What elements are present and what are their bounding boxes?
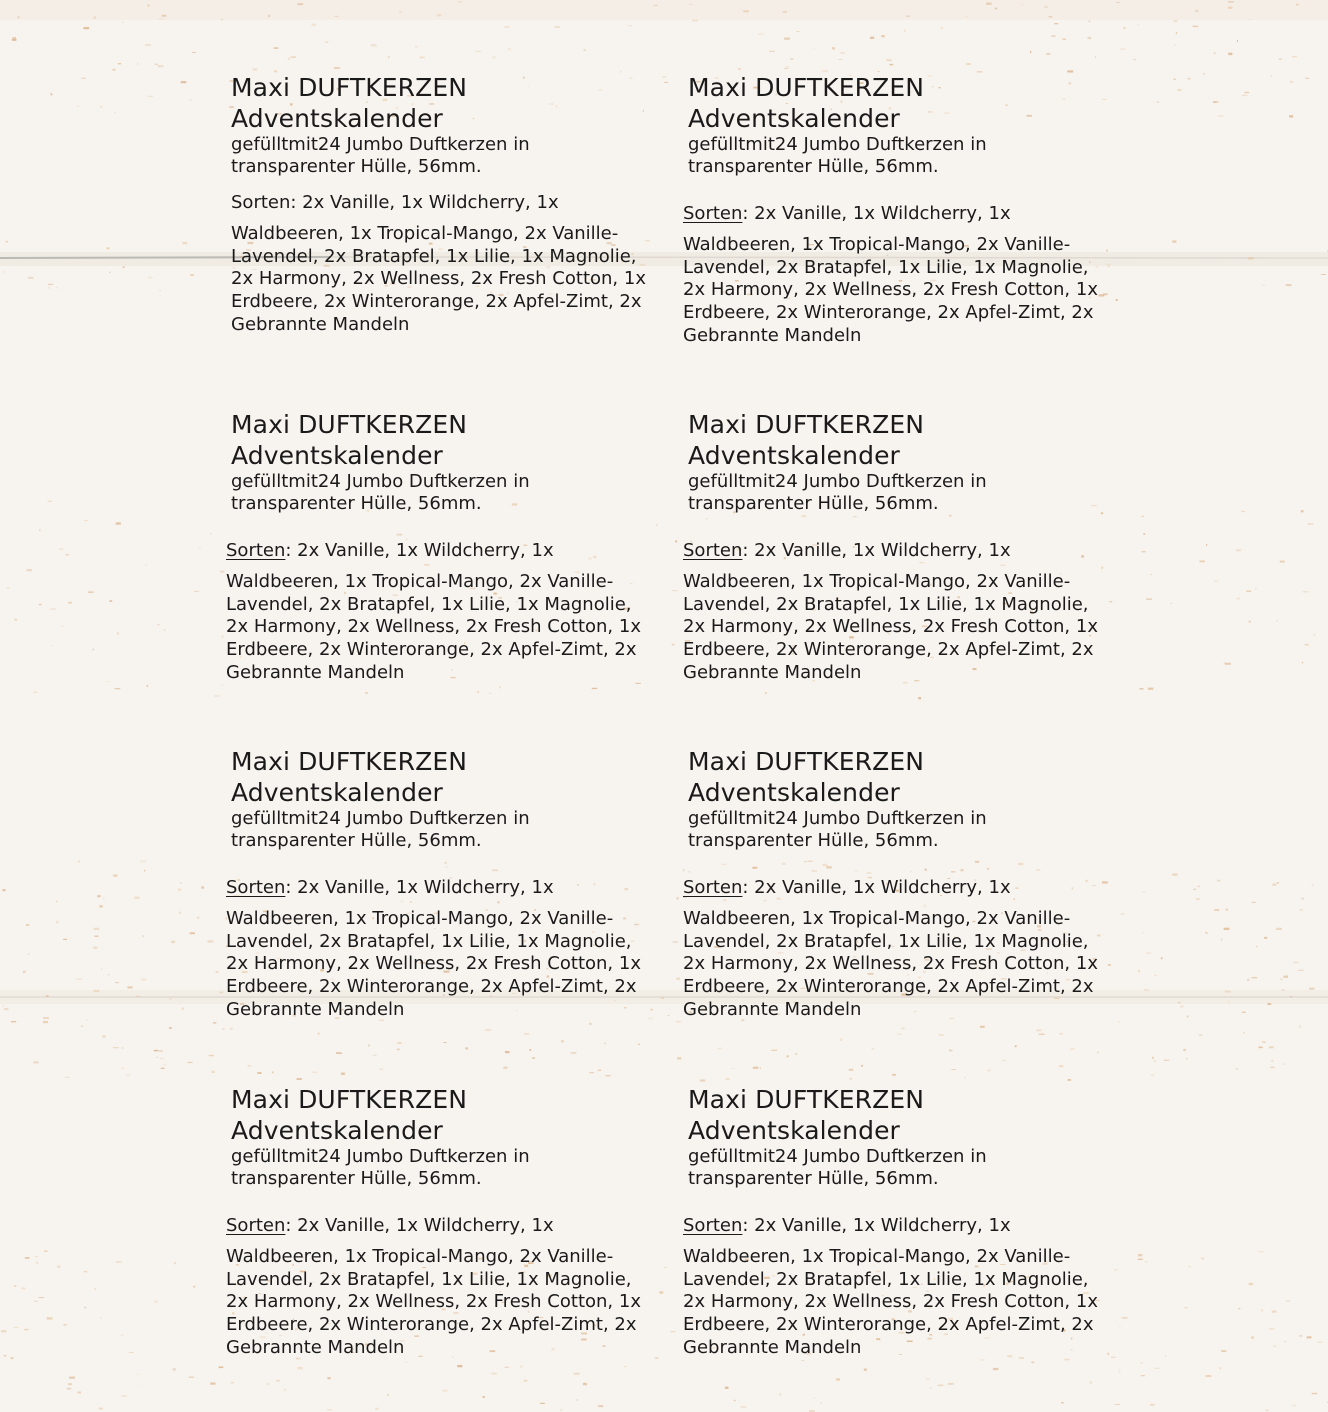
sorten-list: Waldbeeren, 1x Tropical-Mango, 2x Vanille-Lavendel, 2x Bratapfel, 1x Lilie, 1x Magnolie, 2x Harmony, 2x Wellness, 2x Fresh Cotton, 1x Erdbeere, 2x Winterorange, 2x Apfel-Zimt, 2x Gebrannte Mandeln — [226, 1245, 641, 1358]
sorten-first-line: : 2x Vanille, 1x Wildcherry, 1x — [285, 1215, 554, 1236]
label-title-line-1: Maxi DUFTKERZEN — [231, 73, 468, 102]
label-sorten — [683, 877, 1113, 1022]
sorten-list: Waldbeeren, 1x Tropical-Mango, 2x Vanille-Lavendel, 2x Bratapfel, 1x Lilie, 1x Magnolie, 2x Harmony, 2x Wellness, 2x Fresh Cotton, 1x Erdbeere, 2x Winterorange, 2x Apfel-Zimt, 2x Gebrannte Mandeln — [226, 907, 641, 1020]
label-title-line-1: Maxi DUFTKERZEN — [231, 1085, 468, 1114]
label-title-line-2: Adventskalender — [231, 104, 443, 133]
label-sorten — [231, 192, 661, 337]
label-title-line-2: Adventskalender — [688, 778, 900, 807]
label-4 — [683, 409, 1128, 685]
label-2 — [683, 72, 1128, 348]
sorten-key: Sorten — [226, 1215, 286, 1236]
label-sorten — [683, 1215, 1113, 1360]
label-6 — [683, 746, 1128, 1022]
sorten-first-line: : 2x Vanille, 1x Wildcherry, 1x — [285, 540, 554, 561]
label-title-line-1: Maxi DUFTKERZEN — [688, 1085, 925, 1114]
sorten-key: Sorten — [683, 877, 743, 898]
label-title-line-2: Adventskalender — [688, 441, 900, 470]
label-sorten — [226, 540, 656, 685]
label-title-line-1: Maxi DUFTKERZEN — [231, 747, 468, 776]
sorten-key: Sorten — [683, 1215, 743, 1236]
sorten-key: Sorten — [683, 203, 743, 224]
sorten-first-line: : 2x Vanille, 1x Wildcherry, 1x — [742, 540, 1011, 561]
label-title-line-2: Adventskalender — [688, 104, 900, 133]
sorten-first-line: : 2x Vanille, 1x Wildcherry, 1x — [290, 192, 559, 213]
label-title-line-2: Adventskalender — [231, 1116, 443, 1145]
label-description: gefülltmit24 Jumbo Duftkerzen in transparenter Hülle, 56mm. — [688, 134, 987, 177]
label-8 — [683, 1084, 1128, 1360]
label-description: gefülltmit24 Jumbo Duftkerzen in transparenter Hülle, 56mm. — [231, 134, 530, 177]
sorten-first-line: : 2x Vanille, 1x Wildcherry, 1x — [285, 877, 554, 898]
sorten-key: Sorten — [683, 540, 743, 561]
label-title-line-1: Maxi DUFTKERZEN — [688, 410, 925, 439]
sorten-key: Sorten — [231, 192, 291, 213]
label-sorten — [226, 877, 656, 1022]
sorten-list: Waldbeeren, 1x Tropical-Mango, 2x Vanille-Lavendel, 2x Bratapfel, 1x Lilie, 1x Magnolie, 2x Harmony, 2x Wellness, 2x Fresh Cotton, 1x Erdbeere, 2x Winterorange, 2x Apfel-Zimt, 2x Gebrannte Mandeln — [226, 570, 641, 683]
sorten-list: Waldbeeren, 1x Tropical-Mango, 2x Vanille-Lavendel, 2x Bratapfel, 1x Lilie, 1x Magnolie, 2x Harmony, 2x Wellness, 2x Fresh Cotton, 1x Erdbeere, 2x Winterorange, 2x Apfel-Zimt, 2x Gebrannte Mandeln — [683, 1245, 1098, 1358]
label-title-line-1: Maxi DUFTKERZEN — [688, 73, 925, 102]
label-7 — [226, 1084, 671, 1360]
sorten-list: Waldbeeren, 1x Tropical-Mango, 2x Vanille-Lavendel, 2x Bratapfel, 1x Lilie, 1x Magnolie, 2x Harmony, 2x Wellness, 2x Fresh Cotton, 1x Erdbeere, 2x Winterorange, 2x Apfel-Zimt, 2x Gebrannte Mandeln — [683, 907, 1098, 1020]
label-description: gefülltmit24 Jumbo Duftkerzen in transparenter Hülle, 56mm. — [231, 1146, 530, 1189]
label-sorten — [683, 203, 1113, 348]
label-1 — [231, 72, 671, 337]
label-3 — [226, 409, 671, 685]
sorten-list: Waldbeeren, 1x Tropical-Mango, 2x Vanille-Lavendel, 2x Bratapfel, 1x Lilie, 1x Magnolie, 2x Harmony, 2x Wellness, 2x Fresh Cotton, 1x Erdbeere, 2x Winterorange, 2x Apfel-Zimt, 2x Gebrannte Mandeln — [683, 233, 1098, 346]
label-title-line-1: Maxi DUFTKERZEN — [688, 747, 925, 776]
sorten-first-line: : 2x Vanille, 1x Wildcherry, 1x — [742, 877, 1011, 898]
label-5 — [226, 746, 671, 1022]
label-title-line-1: Maxi DUFTKERZEN — [231, 410, 468, 439]
label-description: gefülltmit24 Jumbo Duftkerzen in transparenter Hülle, 56mm. — [231, 471, 530, 514]
sorten-key: Sorten — [226, 540, 286, 561]
label-description: gefülltmit24 Jumbo Duftkerzen in transparenter Hülle, 56mm. — [688, 808, 987, 851]
sorten-key: Sorten — [226, 877, 286, 898]
label-sorten — [683, 540, 1113, 685]
label-description: gefülltmit24 Jumbo Duftkerzen in transparenter Hülle, 56mm. — [688, 471, 987, 514]
sorten-first-line: : 2x Vanille, 1x Wildcherry, 1x — [742, 1215, 1011, 1236]
sorten-list: Waldbeeren, 1x Tropical-Mango, 2x Vanille-Lavendel, 2x Bratapfel, 1x Lilie, 1x Magnolie, 2x Harmony, 2x Wellness, 2x Fresh Cotton, 1x Erdbeere, 2x Winterorange, 2x Apfel-Zimt, 2x Gebrannte Mandeln — [231, 222, 646, 335]
label-title-line-2: Adventskalender — [231, 441, 443, 470]
label-title-line-2: Adventskalender — [231, 778, 443, 807]
label-sorten — [226, 1215, 656, 1360]
sorten-first-line: : 2x Vanille, 1x Wildcherry, 1x — [742, 203, 1011, 224]
label-description: gefülltmit24 Jumbo Duftkerzen in transparenter Hülle, 56mm. — [688, 1146, 987, 1189]
sorten-list: Waldbeeren, 1x Tropical-Mango, 2x Vanille-Lavendel, 2x Bratapfel, 1x Lilie, 1x Magnolie, 2x Harmony, 2x Wellness, 2x Fresh Cotton, 1x Erdbeere, 2x Winterorange, 2x Apfel-Zimt, 2x Gebrannte Mandeln — [683, 570, 1098, 683]
label-title-line-2: Adventskalender — [688, 1116, 900, 1145]
label-description: gefülltmit24 Jumbo Duftkerzen in transparenter Hülle, 56mm. — [231, 808, 530, 851]
